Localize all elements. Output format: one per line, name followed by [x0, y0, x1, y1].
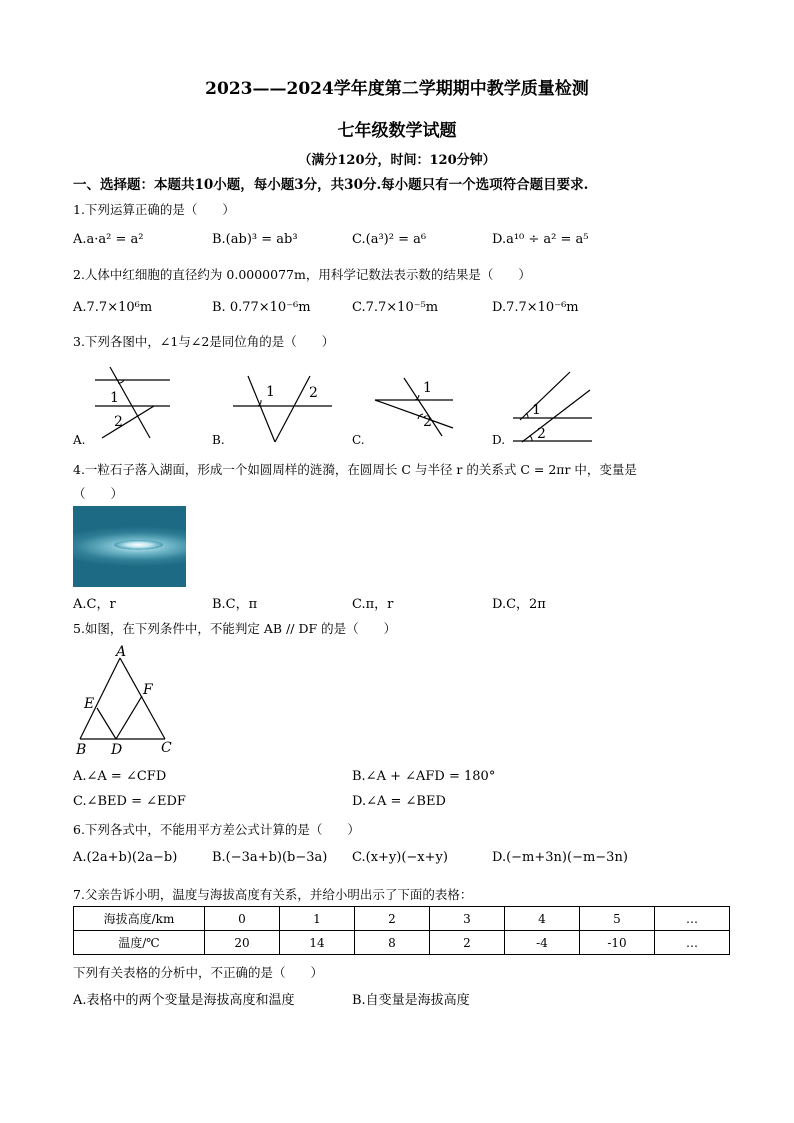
table-cell: 5 — [580, 907, 655, 931]
table-cell: -4 — [505, 931, 580, 955]
point-f-label: F — [143, 682, 153, 698]
ripple-photo — [73, 506, 186, 587]
q3-option-b: B. — [212, 433, 225, 447]
q5-option-b: B.∠A + ∠AFD = 180° — [352, 769, 496, 784]
point-b-label: B — [76, 742, 87, 758]
q3-option-d: D. — [492, 433, 506, 447]
q3d-angle-2-label: 2 — [537, 426, 546, 442]
q7-stem: 7.父亲告诉小明，温度与海拔高度有关系，并给小明出示了下面的表格： — [73, 887, 473, 902]
q5-option-d: D.∠A = ∠BED — [352, 794, 446, 809]
q6-option-d: D.(−m+3n)(−m−3n) — [492, 850, 628, 865]
point-d-label: D — [111, 742, 123, 758]
score-time: （满分120分，时间：120分钟） — [298, 153, 496, 168]
q5-option-a: A.∠A = ∠CFD — [73, 769, 167, 784]
q4-stem-cont: （ ） — [73, 486, 124, 501]
q3-figure-d — [492, 372, 592, 447]
q2-stem: 2.人体中红细胞的直径约为 0.0000077m，用科学记数法表示数的结果是（ ） — [73, 267, 531, 282]
q1-option-b: B.(ab)³ = ab³ — [212, 232, 298, 247]
table-cell: 温度/℃ — [74, 931, 205, 955]
q4-option-a: A.C，r — [73, 597, 116, 612]
q2-option-d: D.7.7×10⁻⁶m — [492, 300, 579, 315]
section-heading: 一、选择题：本题共10小题，每小题3分，共30分.每小题只有一个选项符合题目要求. — [73, 177, 589, 193]
q7-follow-up: 下列有关表格的分析中，不正确的是（ ） — [73, 965, 324, 980]
table-cell: 2 — [430, 931, 505, 955]
table-cell: 20 — [205, 931, 280, 955]
table-cell: … — [655, 907, 730, 931]
q2-option-a: A.7.7×10⁶m — [73, 300, 153, 315]
q4-stem: 4.一粒石子落入湖面，形成一个如圆周样的涟漪，在圆周长 C 与半径 r 的关系式 C = 2πr 中，变量是 — [73, 462, 637, 477]
table-cell: -10 — [580, 931, 655, 955]
q3-figure-c — [352, 378, 453, 447]
exam-title: 2023——2024学年度第二学期期中教学质量检测 — [205, 79, 589, 99]
q4-option-d: D.C，2π — [492, 597, 546, 612]
point-a-label: A — [116, 644, 127, 660]
q5-option-c: C.∠BED = ∠EDF — [73, 794, 186, 809]
table-row — [74, 931, 730, 955]
table-cell: 4 — [505, 907, 580, 931]
altitude-temperature-table — [73, 906, 730, 955]
q6-option-b: B.(−3a+b)(b−3a) — [212, 850, 328, 865]
q3-figure-b — [212, 376, 332, 447]
q2-option-c: C.7.7×10⁻⁵m — [352, 300, 439, 315]
q4-option-b: B.C，π — [212, 597, 258, 612]
q7-option-b: B.自变量是海拔高度 — [352, 993, 470, 1008]
table-cell: 0 — [205, 907, 280, 931]
q1-option-c: C.(a³)² = a⁶ — [352, 232, 427, 247]
q6-stem: 6.下列各式中，不能用平方差公式计算的是（ ） — [73, 822, 360, 837]
table-cell: 2 — [355, 907, 430, 931]
table-row — [74, 907, 730, 931]
q5-triangle-figure — [70, 642, 190, 758]
point-e-label: E — [84, 696, 95, 712]
exam-subtitle: 七年级数学试题 — [337, 121, 457, 141]
q3a-angle-2-label: 2 — [114, 414, 123, 430]
point-c-label: C — [161, 740, 172, 756]
q1-stem: 1.下列运算正确的是（ ） — [73, 202, 235, 217]
q5-stem: 5.如图，在下列条件中，不能判定 AB // DF 的是（ ） — [73, 621, 397, 636]
q3c-angle-2-label: 2 — [423, 414, 432, 430]
q2-option-b: B. 0.77×10⁻⁶m — [212, 300, 311, 315]
q3-stem: 3.下列各图中，∠1与∠2是同位角的是（ ） — [73, 334, 335, 349]
q3b-angle-2-label: 2 — [309, 385, 318, 401]
table-cell: 3 — [430, 907, 505, 931]
q3-figures — [70, 362, 630, 450]
q3-option-a: A. — [73, 433, 86, 447]
q6-option-a: A.(2a+b)(2a−b) — [73, 850, 178, 865]
q3a-angle-1-label: 1 — [110, 390, 119, 406]
table-cell: 8 — [355, 931, 430, 955]
q1-option-a: A.a·a² = a² — [73, 232, 144, 247]
q3-figure-a — [72, 367, 170, 447]
table-cell: 海拔高度/km — [74, 907, 205, 931]
q4-option-c: C.π，r — [352, 597, 394, 612]
q3b-angle-1-label: 1 — [266, 384, 275, 400]
table-cell: … — [655, 931, 730, 955]
q3-option-c: C. — [352, 433, 365, 447]
table-cell: 1 — [280, 907, 355, 931]
q3c-angle-1-label: 1 — [423, 380, 432, 396]
q7-option-a: A.表格中的两个变量是海拔高度和温度 — [73, 993, 295, 1008]
table-cell: 14 — [280, 931, 355, 955]
q3d-angle-1-label: 1 — [532, 402, 541, 418]
q1-option-d: D.a¹⁰ ÷ a² = a⁵ — [492, 232, 589, 247]
q6-option-c: C.(x+y)(−x+y) — [352, 850, 448, 865]
